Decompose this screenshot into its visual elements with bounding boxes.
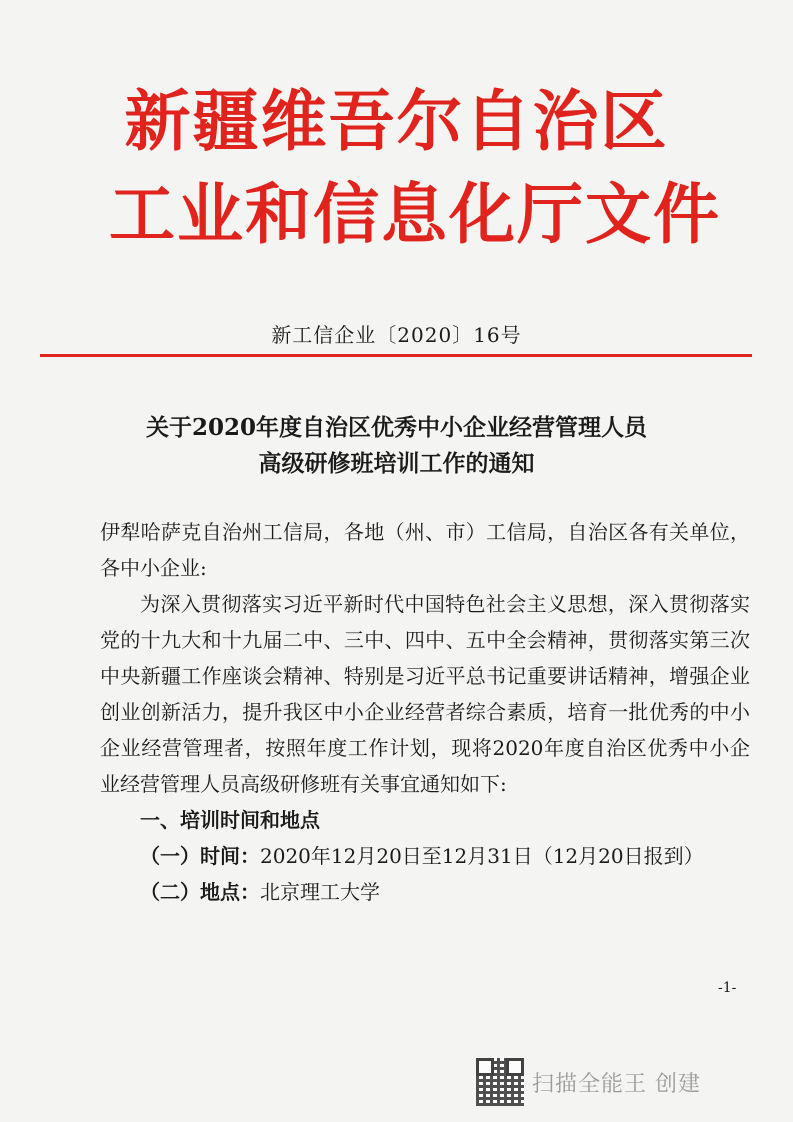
- issuer-header-line-2: 工业和信息化厅文件: [109, 176, 721, 253]
- time-label: （一）时间：: [140, 844, 260, 868]
- addressees: 伊犁哈萨克自治州工信局，各地（州、市）工信局，自治区各有关单位，各中小企业:: [100, 520, 750, 580]
- place-label: （二）地点：: [140, 880, 260, 904]
- page-number: -1-: [718, 980, 737, 996]
- qr-code-icon: [476, 1058, 524, 1106]
- red-divider: [40, 354, 752, 357]
- watermark-text: 扫描全能王 创建: [532, 1071, 701, 1097]
- notice-title-line-1: 关于2020年度自治区优秀中小企业经营管理人员: [145, 414, 647, 441]
- place-item: [100, 874, 750, 910]
- issuer-header-line-1: 新疆维吾尔自治区: [124, 83, 669, 160]
- scanner-watermark: [476, 1058, 701, 1106]
- notice-title-line-2: 高级研修班培训工作的通知: [258, 450, 535, 477]
- section-heading-time-place: 一、培训时间和地点: [140, 808, 320, 832]
- document-body: [100, 514, 750, 910]
- time-value: 2020年12月20日至12月31日（12月20日报到）: [260, 844, 704, 868]
- document-number: 新工信企业〔2020〕16号: [271, 323, 522, 347]
- time-item: [100, 838, 750, 874]
- place-value: 北京理工大学: [260, 880, 380, 904]
- paragraph-intro: 为深入贯彻落实习近平新时代中国特色社会主义思想，深入贯彻落实党的十九大和十九届二中、三中、四中、五中全会精神，贯彻落实第三次中央新疆工作座谈会精神、特别是习近平总书记重要讲话精神，增强企业创业创新活力，提升我区中小企业经营者综合素质，培育一批优秀的中小企业经营管理者，按照年度工作计划，现将2020年度自治区优秀中小企业经营管理人员高级研修班有关事宜通知如下:: [100, 592, 750, 796]
